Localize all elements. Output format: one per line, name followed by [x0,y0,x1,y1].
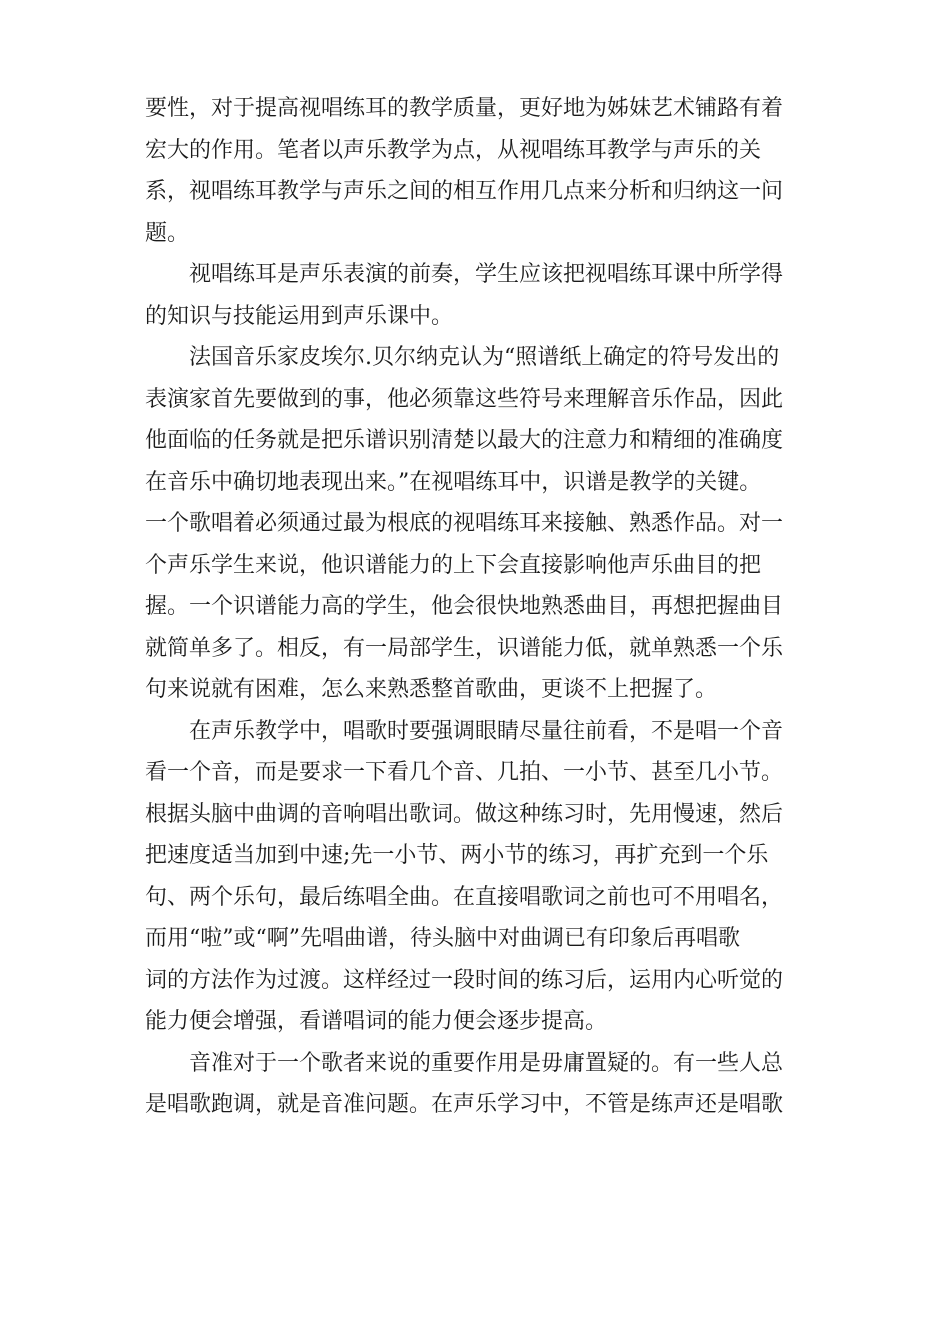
text-line: 把速度适当加到中速;先一小节、两小节的练习，再扩充到一个乐 [145,843,769,868]
text-line: 法国音乐家皮埃尔.贝尔纳克认为“照谱纸上确定的符号发出的 [189,345,780,370]
text-line: 表演家首先要做到的事，他必须靠这些符号来理解音乐作品，因此 [145,386,784,412]
text-line: 一个歌唱着必须通过最为根底的视唱练耳来接触、熟悉作品。对一 [145,511,784,536]
text-line: 宏大的作用。笔者以声乐教学为点，从视唱练耳教学与声乐的关 [145,137,762,163]
text-line: 系，视唱练耳教学与声乐之间的相互作用几点来分析和归纳这一问 [145,179,784,204]
text-line: 他面临的任务就是把乐谱识别清楚以最大的注意力和精细的准确度 [145,428,784,453]
paragraph-2 [145,254,805,337]
text-line: 的知识与技能运用到声乐课中。 [145,303,454,329]
text-line: 视唱练耳是声乐表演的前奏，学生应该把视唱练耳课中所学得 [189,262,784,287]
text-line: 句、两个乐句，最后练唱全曲。在直接唱歌词之前也可不用唱名， [145,884,784,910]
text-line: 就简单多了。相反，有一局部学生，识谱能力低，就单熟悉一个乐 [145,635,784,661]
text-line: 个声乐学生来说，他识谱能力的上下会直接影响他声乐曲目的把 [145,552,762,578]
text-line: 音准对于一个歌者来说的重要作用是毋庸置疑的。有一些人总 [189,1050,784,1076]
text-line: 是唱歌跑调，就是音准问题。在声乐学习中，不管是练声还是唱歌 [145,1092,784,1117]
paragraph-3 [145,337,805,711]
paragraph-4 [145,711,805,1043]
text-line: 要性，对于提高视唱练耳的教学质量，更好地为姊妹艺术铺路有着 [145,96,784,121]
paragraph-5 [145,1043,805,1126]
text-line: 握。一个识谱能力高的学生，他会很快地熟悉曲目，再想把握曲目 [145,594,784,619]
text-line: 句来说就有困难，怎么来熟悉整首歌曲，更谈不上把握了。 [145,677,718,702]
text-line: 而用“啦”或“啊”先唱曲谱，待头脑中对曲调已有印象后再唱歌 [145,926,740,951]
text-line: 词的方法作为过渡。这样经过一段时间的练习后，运用内心听觉的 [145,967,784,993]
text-line: 题。 [145,220,190,246]
text-line: 根据头脑中曲调的音响唱出歌词。做这种练习时，先用慢速，然后 [145,801,784,827]
text-line: 在声乐教学中，唱歌时要强调眼睛尽量往前看，不是唱一个音 [189,718,784,744]
text-line: 能力便会增强，看谱唱词的能力便会逐步提高。 [145,1009,608,1034]
paragraph-1 [145,88,805,254]
text-line: 看一个音，而是要求一下看几个音、几拍、一小节、甚至几小节。 [145,760,784,785]
document-body [145,88,805,1126]
text-line: 在音乐中确切地表现出来。”在视唱练耳中，识谱是教学的关键。 [145,469,762,495]
